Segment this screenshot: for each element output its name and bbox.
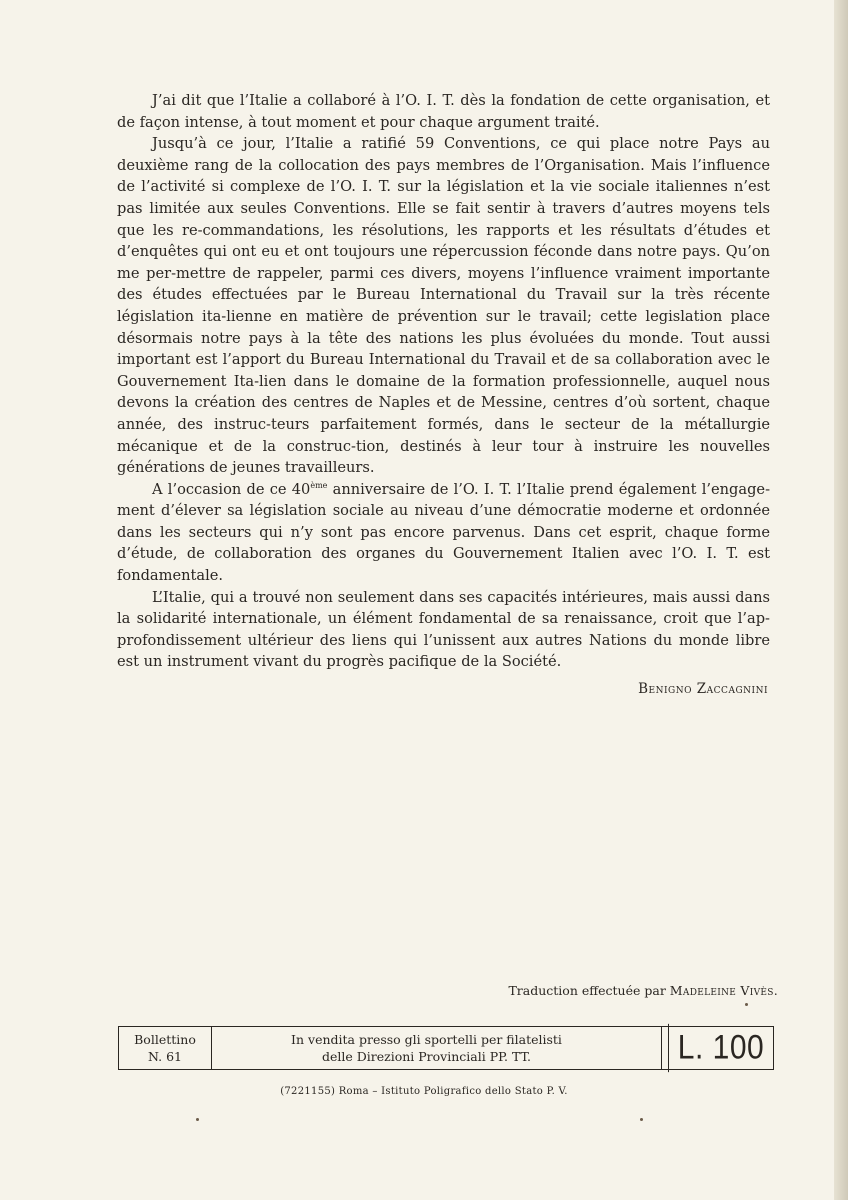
translator-name: Madeleine Vivès. <box>669 983 778 998</box>
ordinal-superscript: ème <box>310 480 328 490</box>
printer-imprint: (7221155) Roma – Istituto Poligrafico dello Stato P. V. <box>280 1086 568 1097</box>
sale-info-cell <box>212 1027 662 1069</box>
paragraph-1: J’ai dit que l’Italie a collaboré à l’O. I. T. dès la fondation de cette organisation, et de façon intense, à tout moment et pour chaque argument traité. <box>117 92 770 131</box>
sale-info-line-2: delle Direzioni Provinciali PP. TT. <box>321 1049 531 1064</box>
translation-credit <box>508 983 778 998</box>
footer-box <box>118 1026 774 1070</box>
signature: Benigno Zaccagnini <box>638 681 768 697</box>
sale-info-line-1: In vendita presso gli sportelli per filatelisti <box>291 1032 562 1047</box>
paragraph-3 <box>117 479 770 587</box>
paper-speck <box>745 1003 748 1006</box>
bulletin-cell <box>119 1027 212 1069</box>
body-text <box>117 90 770 673</box>
price: L. 100 <box>668 1024 773 1072</box>
bulletin-number: N. 61 <box>148 1049 182 1064</box>
paragraph-4: L’Italie, qui a trouvé non seulement dans ses capacités intérieures, mais aussi dans la solidarité internationale, un élément fondamental de sa renaissance, croit que l’ap-profondissement ultérieur des liens qui l’unissent aux autres Nations du monde libre est un instrument vivant du progrès pacifique de la Société. <box>117 588 770 671</box>
page-edge-shadow <box>834 0 848 1200</box>
paragraph-2: Jusqu’à ce jour, l’Italie a ratifié 59 Conventions, ce qui place notre Pays au deuxième rang de la collocation des pays membres de l’Organisation. Mais l’influence de l’activité si complexe de l’O. I. T. sur la législation et la vie sociale italiennes n’est pas limitée aux seules Conventions. Elle se fait sentir à travers d’autres moyens tels que les re-commandations, les résolutions, les rapports et les résultats d’études et d’enquêtes qui ont eu et ont toujours une répercussion féconde dans notre pays. Qu’on me per-mettre de rappeler, parmi ces divers, moyens l’influence vraiment importante des études effectuées par le Bureau International du Travail sur la très récente législation ita-lienne en matière de prévention sur le travail; cette legislation place désormais notre pays à la tête des nations les plus évoluées du monde. Tout aussi important est l’apport du Bureau International du Travail et de sa collaboration avec le Gouvernement Ita-lien dans le domaine de la formation professionnelle, auquel nous devons la création des centres de Naples et de Messine, centres d’où sortent, chaque année, des instruc-teurs parfaitement formés, dans le secteur de la métallurgie mécanique et de la construc-tion, destinés à leur tour à instruire les nouvelles générations de jeunes travailleurs. <box>117 135 770 477</box>
paragraph-3-start: A l’occasion de ce 40 <box>152 480 311 498</box>
bulletin-label: Bollettino <box>134 1032 196 1047</box>
paper-speck <box>640 1118 643 1121</box>
paper-speck <box>196 1118 199 1121</box>
translation-prefix: Traduction effectuée par <box>508 983 666 998</box>
paragraph-3-rest: anniversaire de l’O. I. T. l’Italie prend également l’engage-ment d’élever sa législation sociale au niveau d’une démocratie moderne et ordonnée dans les secteurs qui n’y sont pas encore parvenus. Dans cet esprit, chaque forme d’étude, de collaboration des organes du Gouvernement Italien avec l’O. I. T. est fondamentale. <box>117 480 770 585</box>
